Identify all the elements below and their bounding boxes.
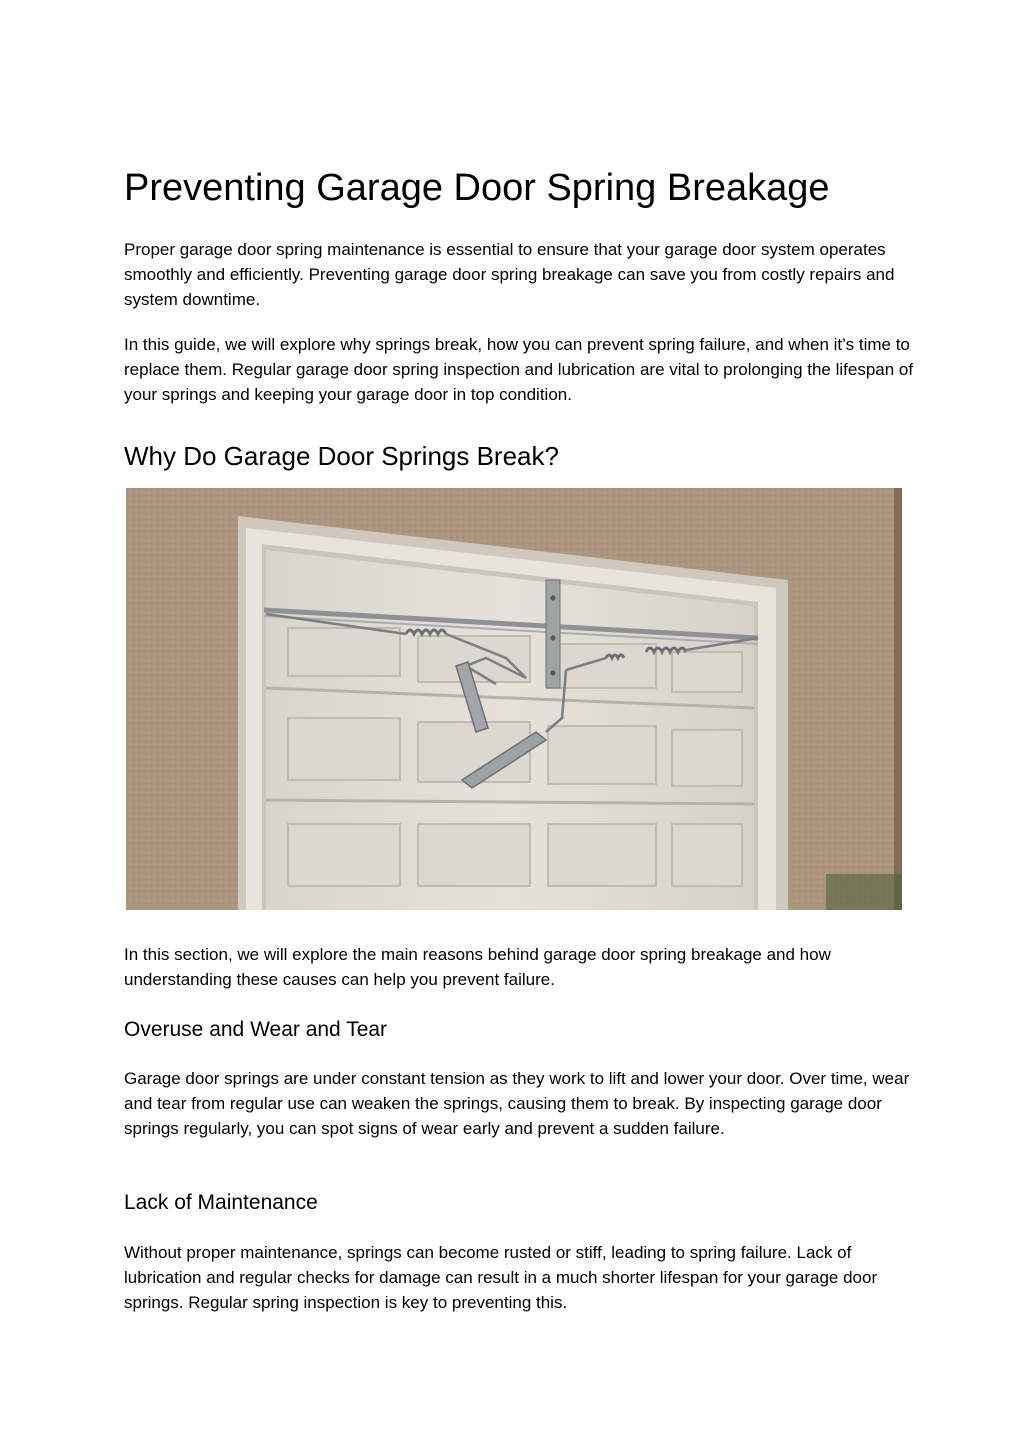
garage-door-photo: [126, 488, 902, 910]
page-title: Preventing Garage Door Spring Breakage: [124, 167, 830, 209]
section-intro-paragraph: In this section, we will explore the main reasons behind garage door spring breakage and how understanding these causes can help you prevent failure.: [124, 945, 831, 989]
overuse-paragraph: Garage door springs are under constant tension as they work to lift and lower your door. Over time, wear and tear from regular use can weaken the springs, causing them to break. By inspecting garage door springs regularly, you can spot signs of wear early and prevent a sudden failure.: [124, 1069, 910, 1138]
intro-paragraph-2: In this guide, we will explore why springs break, how you can prevent spring failure, and when it’s time to replace them. Regular garage door spring inspection and lubrication are vital to prolonging the lifespan of your springs and keeping your garage door in top condition.: [124, 335, 914, 404]
section-heading-why-springs-break: Why Do Garage Door Springs Break?: [124, 441, 559, 471]
subheading-overuse: Overuse and Wear and Tear: [124, 1018, 388, 1041]
maintenance-paragraph: Without proper maintenance, springs can become rusted or stiff, leading to spring failure. Lack of lubrication and regular checks for damage can result in a much shorter lifespan for your garage door springs. Regular spring inspection is key to preventing this.: [124, 1243, 878, 1312]
intro-paragraph-1: Proper garage door spring maintenance is essential to ensure that your garage door system operates smoothly and efficiently. Preventing garage door spring breakage can save you from costly repairs and system downtime.: [124, 240, 895, 309]
subheading-lack-of-maintenance: Lack of Maintenance: [124, 1191, 318, 1214]
